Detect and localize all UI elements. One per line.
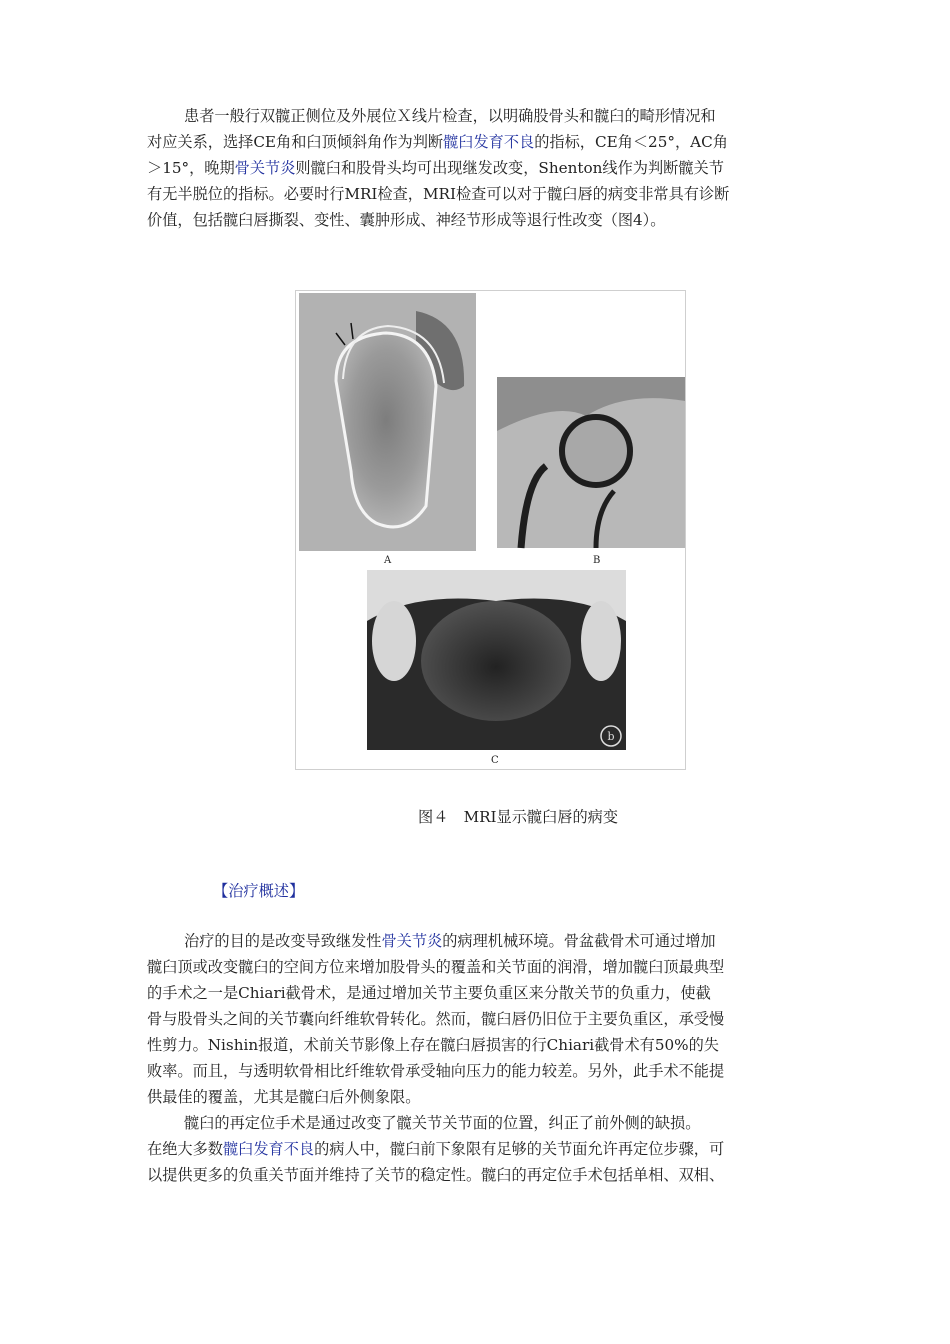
- text-line: 性剪力。Nishin报道，术前关节影像上存在髋臼唇损害的行Chiari截骨术有50%的失: [147, 1036, 719, 1054]
- text-line: 髋臼的再定位手术是通过改变了髋关节关节面的位置，纠正了前外侧的缺损。: [184, 1114, 701, 1132]
- text-line: 骨与股骨头之间的关节囊向纤维软骨转化。然而，髋臼唇仍旧位于主要负重区，承受慢: [147, 1010, 725, 1028]
- keyword-link[interactable]: 骨关节炎: [234, 159, 296, 177]
- mri-figure-image: [296, 291, 685, 769]
- text-line: 供最佳的覆盖，尤其是髋臼后外侧象限。: [147, 1088, 421, 1106]
- text-line: 患者一般行双髋正侧位及外展位Ｘ线片检查，以明确股骨头和髋臼的畸形情况和: [184, 107, 716, 125]
- text-line: 败率。而且，与透明软骨相比纤维软骨承受轴向压力的能力较差。另外，此手术不能提: [147, 1062, 725, 1080]
- mri-figure: [295, 290, 686, 770]
- mri-panel-c: [367, 570, 626, 766]
- intro-paragraph: [147, 103, 787, 233]
- panel-label-b: B: [593, 555, 601, 566]
- text-line: 治疗的目的是改变导致继发性骨关节炎的病理机械环境。骨盆截骨术可通过增加: [184, 932, 716, 950]
- keyword-link[interactable]: 髋臼发育不良: [222, 1140, 315, 1158]
- text-line: 对应关系，选择CE角和臼顶倾斜角作为判断髋臼发育不良的指标，CE角＜25°，AC角: [147, 133, 728, 151]
- figure-caption: 图４ MRI显示髋臼唇的病变: [418, 808, 619, 826]
- text-line: 以提供更多的负重关节面并维持了关节的稳定性。髋臼的再定位手术包括单相、双相、: [147, 1166, 725, 1184]
- text-line: 有无半脱位的指标。必要时行MRI检查，MRI检查可以对于髋臼唇的病变非常具有诊断: [147, 185, 730, 203]
- text-line: ＞15°，晚期骨关节炎则髋臼和股骨头均可出现继发改变，Shenton线作为判断髋关节: [147, 159, 724, 177]
- mri-panel-a: [299, 293, 476, 566]
- section-heading: 【治疗概述】: [213, 882, 305, 900]
- keyword-link[interactable]: 骨关节炎: [381, 932, 443, 950]
- text-line: 的手术之一是Chiari截骨术，是通过增加关节主要负重区来分散关节的负重力，使截: [147, 984, 711, 1002]
- text-line: 价值，包括髋臼唇撕裂、变性、囊肿形成、神经节形成等退行性改变（图4）。: [147, 211, 666, 229]
- figure-badge-text: b: [607, 730, 615, 743]
- panel-label-a: A: [384, 555, 392, 566]
- text-line: 在绝大多数髋臼发育不良的病人中，髋臼前下象限有足够的关节面允许再定位步骤，可: [147, 1140, 725, 1158]
- panel-label-c: C: [491, 755, 499, 766]
- text-line: 髋臼顶或改变髋臼的空间方位来增加股骨头的覆盖和关节面的润滑，增加髋臼顶最典型: [147, 958, 725, 976]
- treatment-paragraph: [147, 928, 787, 1188]
- mri-panel-b: [497, 377, 685, 566]
- keyword-link[interactable]: 髋臼发育不良: [443, 133, 535, 151]
